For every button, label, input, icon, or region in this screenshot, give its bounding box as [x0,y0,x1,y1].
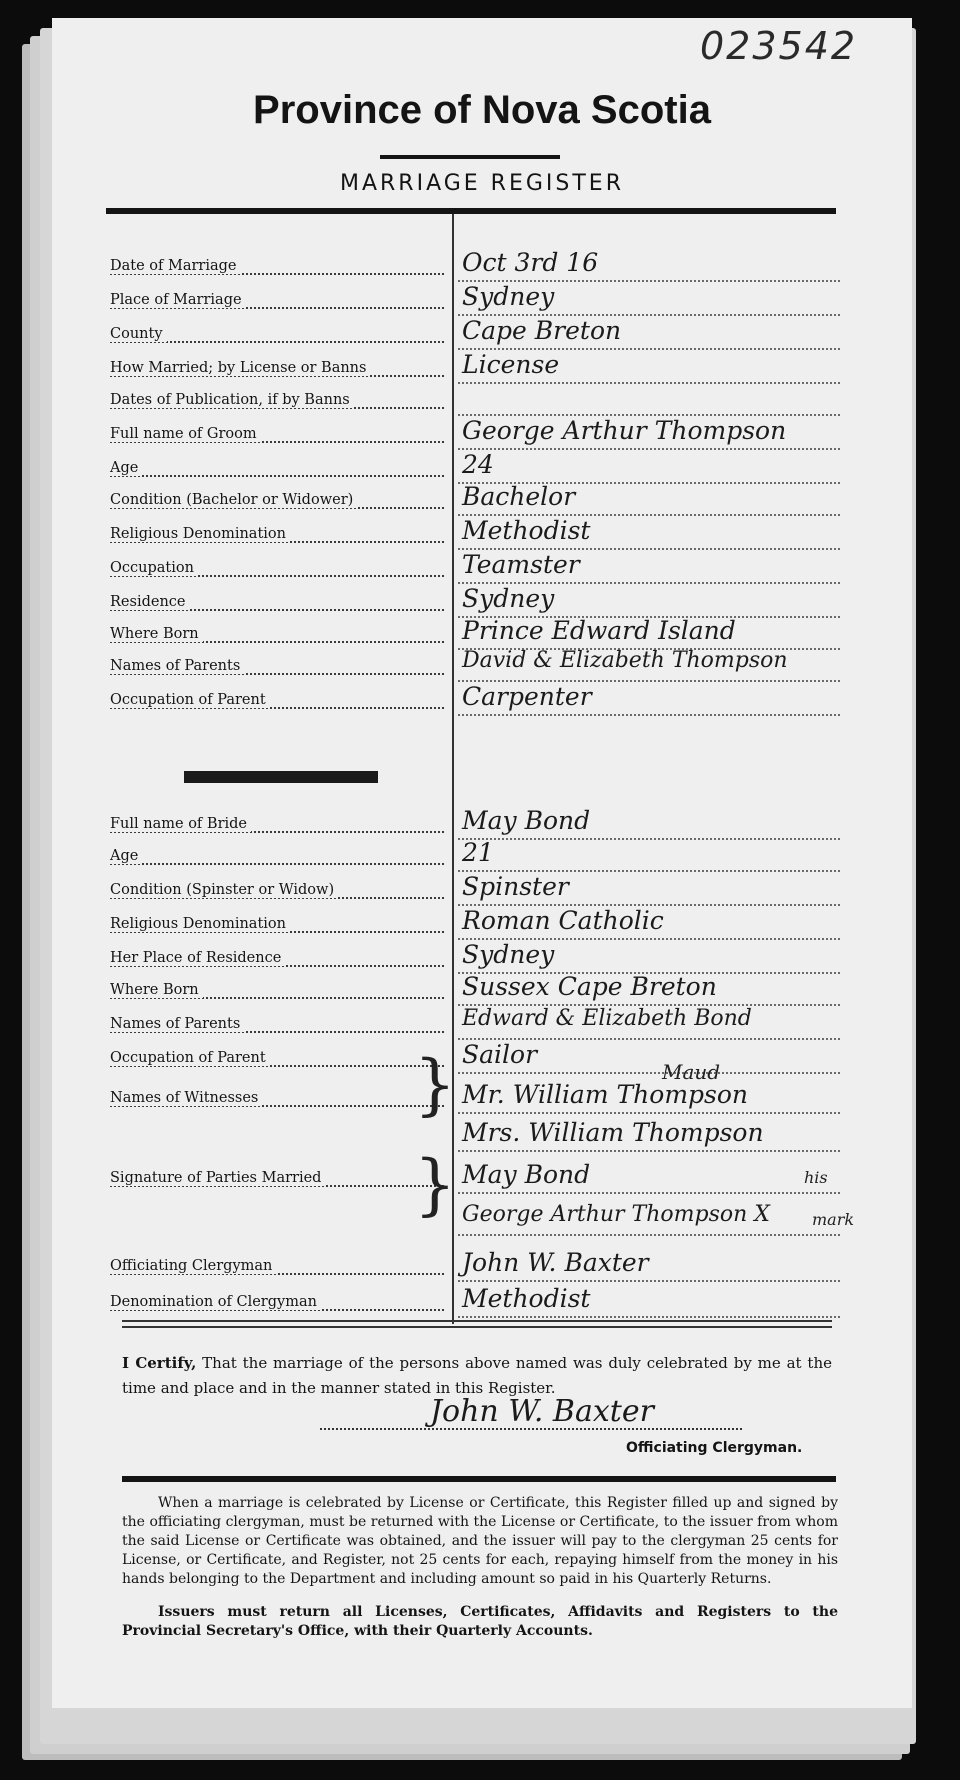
field-label: Age [110,848,142,864]
mark-label: mark [812,1210,855,1229]
field-label: How Married; by License or Banns [110,360,370,376]
field-value: Edward & Elizabeth Bond [462,1006,752,1031]
form-number: 023542 [700,24,858,68]
field-value: Carpenter [462,682,592,711]
field-label: Signature of Parties Married [110,1170,325,1186]
field-label-area [110,1016,444,1038]
field-row [110,248,840,284]
field-label: Denomination of Clergyman [110,1294,321,1310]
field-value: Sydney [462,940,555,969]
field-value: Bachelor [462,482,576,511]
field-label-area [110,426,444,448]
field-label-area [110,258,444,280]
page-subtitle: MARRIAGE REGISTER [339,171,624,196]
field-label-area [110,1294,444,1316]
field-label-area [110,594,444,616]
field-row [110,482,840,518]
entry-line [458,1150,840,1152]
entry-line [458,1316,840,1318]
field-value: Mr. William Thompson [462,1080,749,1109]
field-row [110,838,840,874]
field-label: Full name of Bride [110,816,251,832]
label-leader-dots [110,475,444,477]
field-label-area [110,1090,444,1112]
certificate-rule-top [122,1320,832,1322]
field-label-area [110,326,444,348]
field-value: George Arthur Thompson [462,416,787,445]
field-value: Methodist [462,1284,591,1313]
field-label-area [110,982,444,1004]
return-instructions: Issuers must return all Licenses, Certificates, Affidavits and Registers to the Provincial Secretary's Office, with their Quarterly Accounts. [122,1604,838,1639]
field-row [110,550,840,586]
field-value: Teamster [462,550,580,579]
field-value: Methodist [462,516,591,545]
field-row [110,872,840,908]
field-label-area [110,292,444,314]
field-label: Age [110,460,142,476]
field-label: Date of Marriage [110,258,241,274]
field-row [110,1080,840,1116]
field-value: John W. Baxter [462,1248,649,1277]
field-label: Religious Denomination [110,916,290,932]
field-label-area [110,658,444,680]
header-rule [106,208,836,214]
field-label-area [110,916,444,938]
entry-line [458,448,840,450]
field-value: Roman Catholic [462,906,664,935]
field-row [110,682,840,718]
entry-line [458,838,840,840]
footer-rule [122,1476,836,1482]
label-leader-dots [110,863,444,865]
clergy-caption: Officiating Clergyman. [626,1440,803,1456]
field-label-area [110,692,444,714]
field-label: Condition (Spinster or Widow) [110,882,338,898]
field-value: Sydney [462,584,555,613]
field-label-area [110,816,444,838]
field-label-area [110,950,444,972]
field-value: Sailor [462,1040,538,1069]
field-label: Dates of Publication, if by Banns [110,392,354,408]
field-row [110,648,840,684]
field-value: Spinster [462,872,569,901]
field-value: Prince Edward Island [462,616,736,645]
field-label: Full name of Groom [110,426,261,442]
field-label-area [110,1170,444,1192]
field-row [110,282,840,318]
field-label: Where Born [110,626,203,642]
field-row [110,1248,840,1284]
field-row [110,972,840,1008]
marriage-register-page [52,18,912,1708]
groom-bride-divider [184,771,378,783]
field-label-area [110,492,444,514]
field-row [110,906,840,942]
field-label-area [110,360,444,382]
field-label-area [110,848,444,870]
field-label-area [110,392,444,414]
field-row [110,416,840,452]
field-value: George Arthur Thompson X [462,1202,770,1227]
field-value: License [462,350,560,379]
field-label: Names of Parents [110,658,244,674]
field-row [110,1118,840,1154]
field-row [110,388,840,418]
title-rule [380,155,560,159]
field-label: Religious Denomination [110,526,290,542]
field-label: Names of Parents [110,1016,244,1032]
field-row [110,316,840,352]
field-row [110,1284,840,1320]
field-row [110,1202,840,1238]
field-label: Occupation of Parent [110,1050,270,1066]
his-mark-label: his [804,1168,828,1187]
field-label-area [110,560,444,582]
field-label-area [110,1258,444,1280]
field-value: 24 [462,450,494,479]
field-label: Occupation [110,560,198,576]
field-label: Officiating Clergyman [110,1258,276,1274]
certificate-rule-top-2 [122,1326,832,1328]
field-row [110,1040,840,1076]
entry-line [458,1234,840,1236]
field-value: May Bond [462,806,591,835]
field-label-area [110,882,444,904]
page-title: Province of Nova Scotia [253,88,711,132]
entry-line [458,1072,840,1074]
field-label: Where Born [110,982,203,998]
field-value: Sussex Cape Breton [462,972,717,1001]
field-value: 21 [462,838,494,867]
signature-brace: } [414,1146,456,1223]
field-label: Condition (Bachelor or Widower) [110,492,357,508]
field-label: County [110,326,167,342]
witness-overwrite: Maud [662,1060,721,1084]
entry-line [458,382,840,384]
field-label: Names of Witnesses [110,1090,262,1106]
field-value: Cape Breton [462,316,622,345]
field-label-area [110,526,444,548]
field-value: Oct 3rd 16 [462,248,599,277]
field-label-area [110,1050,444,1072]
field-value: May Bond [462,1160,591,1189]
entry-line [458,1112,840,1114]
entry-line [458,714,840,716]
field-label-area [110,460,444,482]
field-label-area [110,626,444,648]
clergy-signature: John W. Baxter [430,1394,654,1429]
instructions-note: When a marriage is celebrated by License or Certificate, this Register filled up and signed by the officiating clergyman, must be returned with the License or Certificate, to the issuer from whom the said License or Certificate was obtained, and the issuer will pay to the clergyman 25 cents for License, or Certificate, and Register, not 25 cents for each, repaying himself from the money in his hands belonging to the Department and including amount so paid in his Quarterly Returns. [122,1495,838,1587]
field-row [110,516,840,552]
field-value: David & Elizabeth Thompson [462,648,788,673]
entry-line [458,1280,840,1282]
field-value: Sydney [462,282,555,311]
field-row [110,1160,840,1196]
entry-line [458,1192,840,1194]
field-value: Mrs. William Thompson [462,1118,764,1147]
certify-lead: I Certify, [122,1354,197,1372]
witness-brace: } [414,1046,456,1123]
field-row [110,350,840,386]
field-label: Occupation of Parent [110,692,270,708]
certify-text: That the marriage of the persons above named was duly celebrated by me at the time and place and in the manner stated in this Register. [122,1354,832,1397]
field-label: Her Place of Residence [110,950,285,966]
field-label: Place of Marriage [110,292,246,308]
field-label: Residence [110,594,189,610]
field-row [110,1006,840,1042]
